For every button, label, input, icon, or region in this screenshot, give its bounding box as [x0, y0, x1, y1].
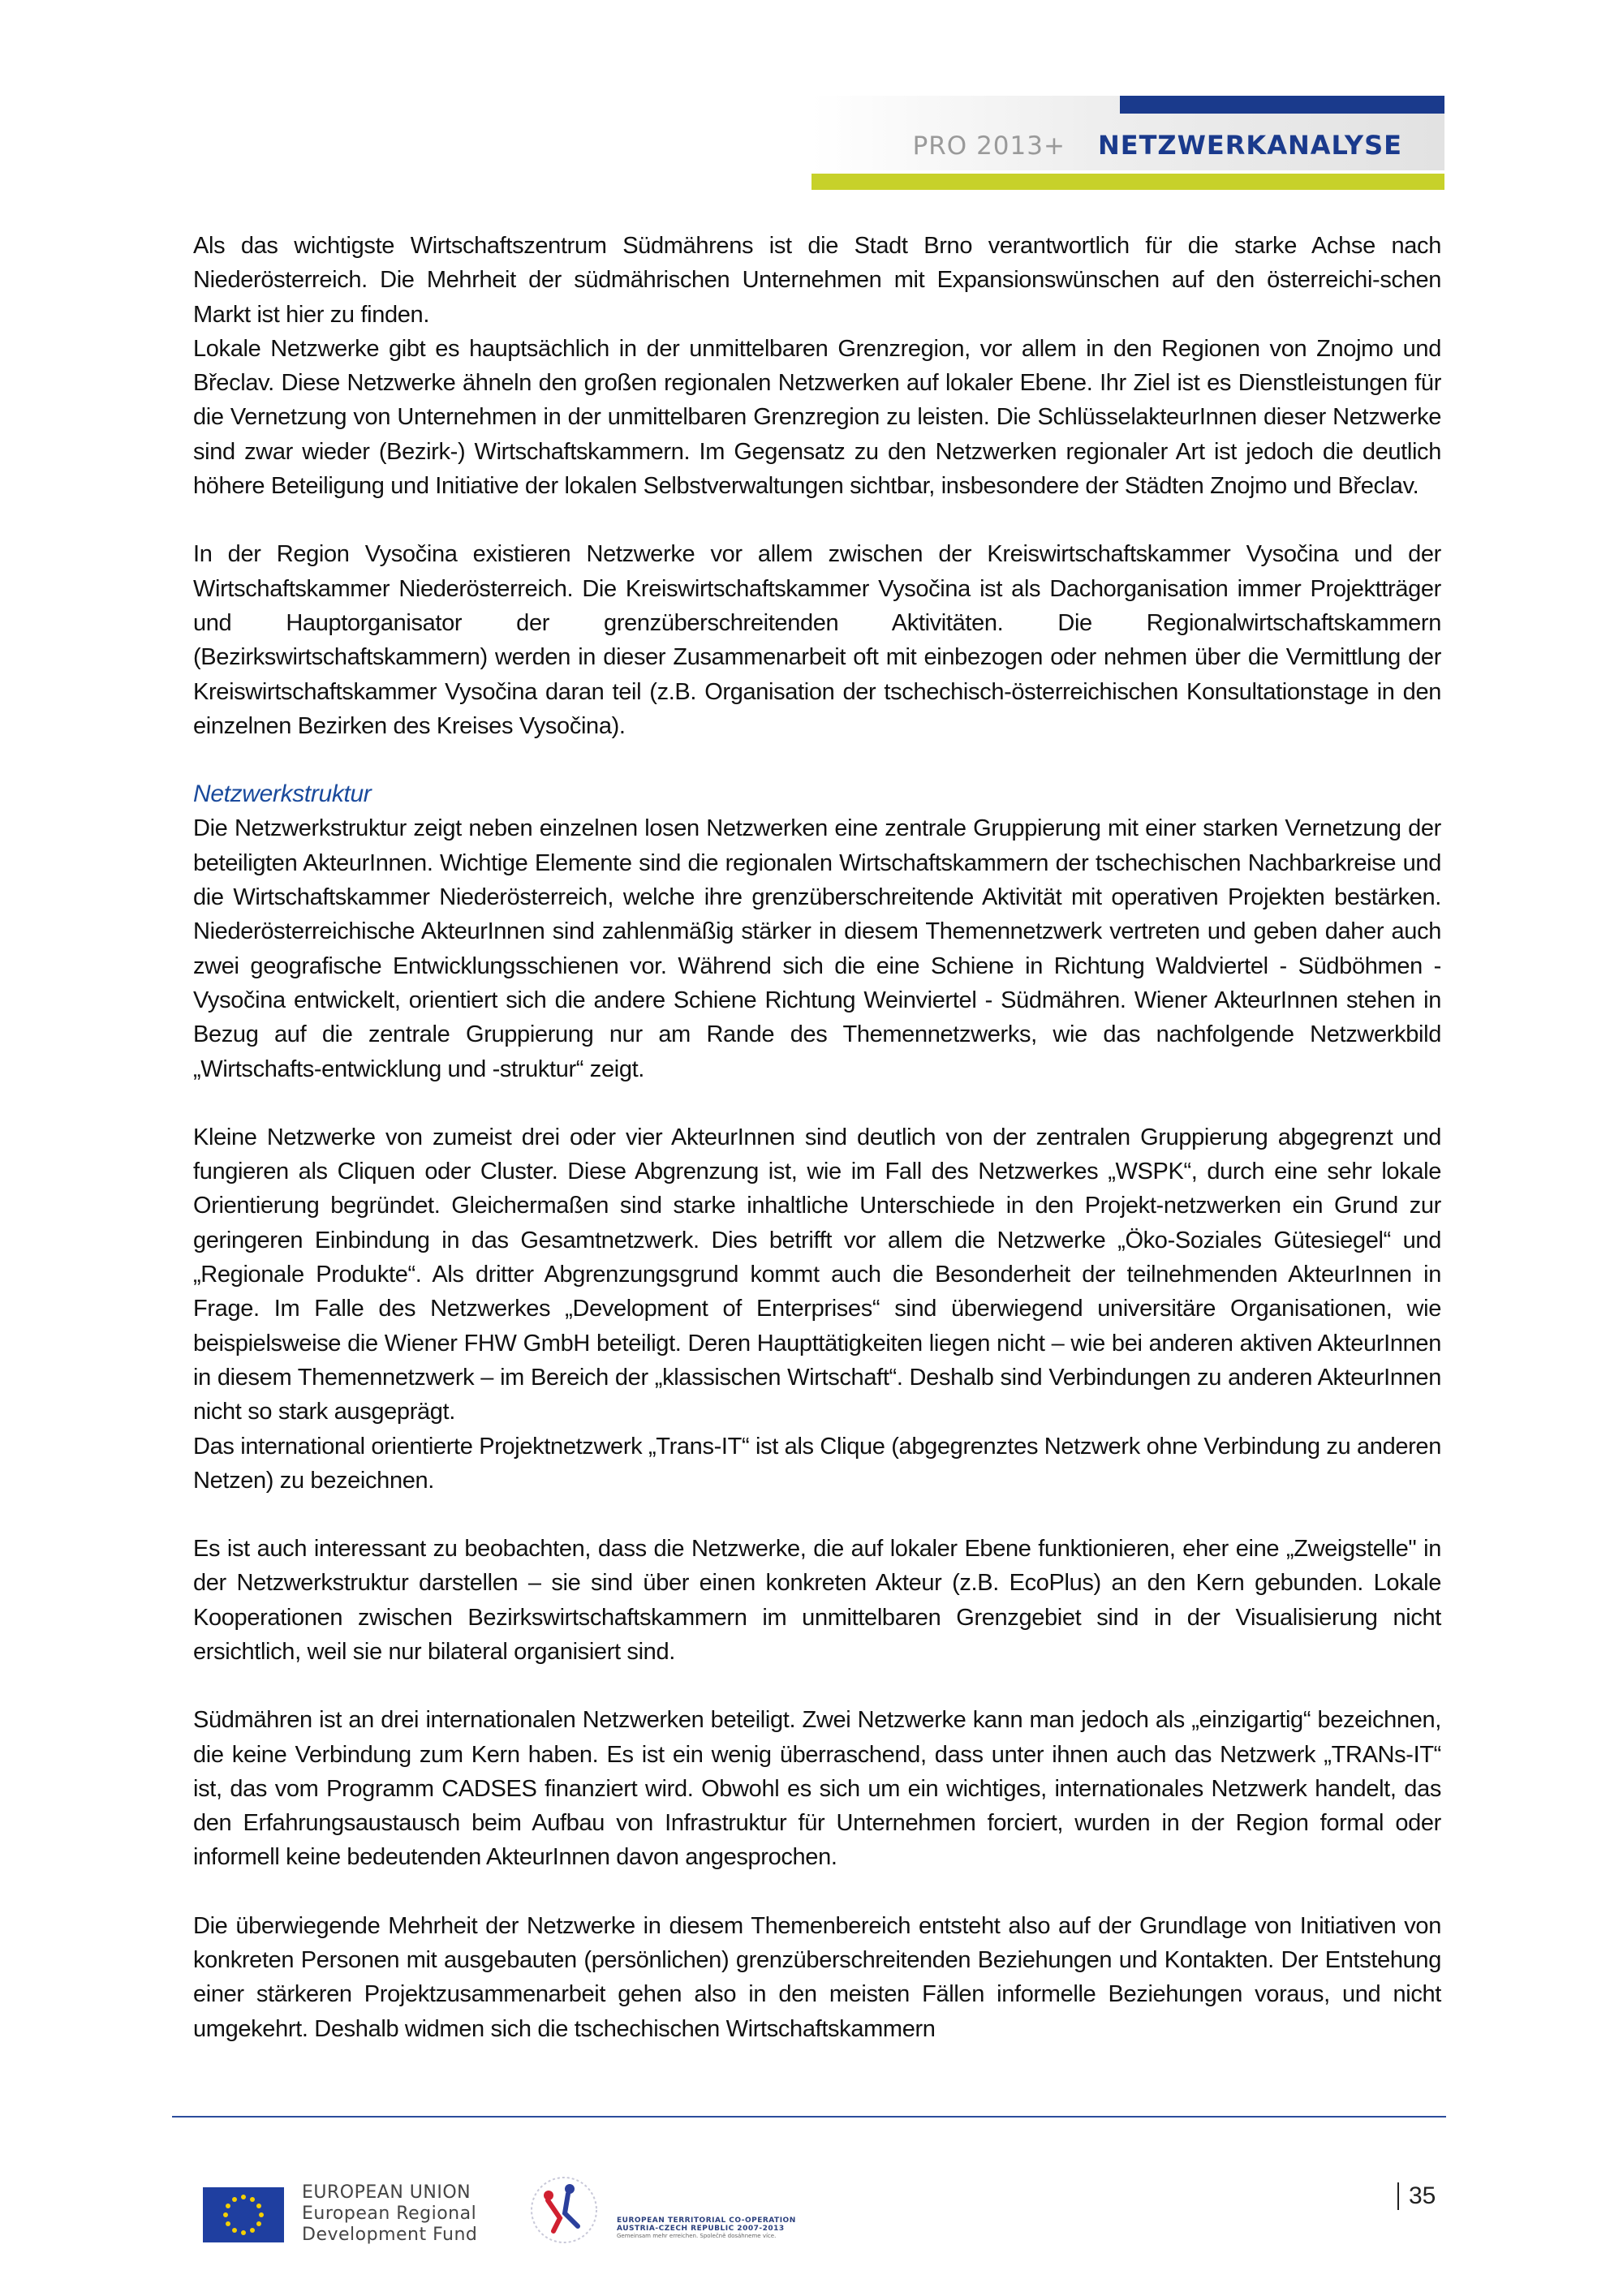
header — [913, 130, 1402, 167]
paragraph-spacer — [193, 1669, 1441, 1703]
paragraph-local-networks: Lokale Netzwerke gibt es hauptsächlich in der unmittelbaren Grenzregion, vor allem in den Regionen von Znojmo und Břeclav. Diese Netzwerke ähneln den großen regionalen Netzwerken auf lokaler Ebene. Ihr Ziel ist es Dienstleistungen für die Vernetzung von Unternehmen in der unmittelbaren Grenzregion zu leisten. Die SchlüsselakteurInnen dieser Netzwerke sind zwar wieder (Bezirk-) Wirtschaftskammern. Im Gegensatz zu den Netzwerken regionaler Art ist jedoch die deutlich höhere Beteiligung und Initiative der lokalen Selbstverwaltungen sichtbar, insbesondere der Städten Znojmo und Břeclav. — [193, 335, 1441, 500]
paragraph-local-level: Es ist auch interessant zu beobachten, dass die Netzwerke, die auf lokaler Ebene funktionieren, eher eine „Zweigstelle" in der Netzwerkstruktur darstellen – sie sind über einen konkreten Akteur (z.B. EcoPlus) an den Kern gebunden. Lokale Kooperationen zwischen Bezirkswirtschaftskammern im unmittelbaren Grenzgebiet sind in der Visualisierung nicht ersichtlich, weil sie nur bilateral organisiert sind. — [193, 1536, 1441, 1665]
paragraph-trans-it: Das international orientierte Projektnetzwerk „Trans-IT“ ist als Clique (abgegrenztes Netzwerk ohne Verbindung zu anderen Netzen) zu bezeichnen. — [193, 1433, 1441, 1494]
cooperation-title: EUROPEAN TERRITORIAL CO-OPERATION — [617, 2216, 796, 2225]
paragraph-spacer — [193, 1875, 1441, 1909]
paragraph-small-networks: Kleine Netzwerke von zumeist drei oder vier AkteurInnen sind deutlich von der zentralen Gruppierung abgegrenzt und fungieren als Cliquen oder Cluster. Diese Abgrenzung ist, wie im Fall des Netzwerkes „WSPK“, durch eine sehr lokale Orientierung begründet. Gleichermaßen sind starke inhaltliche Unterschiede in den Projekt-netzwerken ein Grund zur geringeren Einbindung in das Gesamtnetzwerk. Dies betrifft vor allem die Netzwerke „Öko-Soziales Gütesiegel“ und „Regionale Produkte“. Als dritter Abgrenzungsgrund kommt auch die Besonderheit der teilnehmenden AkteurInnen in Frage. Im Falle des Netzwerkes „Development of Enterprises“ sind überwiegend universitäre Organisationen, wie beispielsweise die Wiener FHW GmbH beteiligt. Deren Haupttätigkeiten liegen nicht – wie bei anderen aktiven AkteurInnen in diesem Themennetzwerk – im Bereich der „klassischen Wirtschaft“. Deshalb sind Verbindungen zu anderen AkteurInnen nicht so stark ausgeprägt. — [193, 1124, 1441, 1425]
paragraph-majority: Die überwiegende Mehrheit der Netzwerke in diesem Themenbereich entsteht also auf der Grundlage von Initiativen von konkreten Personen mit ausgebauten (persönlichen) grenzüberschreitenden Beziehungen und Kontakten. Der Entstehung einer stärkeren Projektzusammenarbeit gehen also in den meisten Fällen informelle Beziehungen voraus, und nicht umgekehrt. Deshalb widmen sich die tschechischen Wirtschaftskammern — [193, 1912, 1441, 2042]
page-body — [193, 229, 1441, 2046]
header-project-label: PRO 2013+ — [912, 131, 1065, 161]
page-number: 35 — [1397, 2182, 1436, 2210]
paragraph-spacer — [193, 1498, 1441, 1532]
eu-fund-line: EUROPEAN UNION — [302, 2182, 471, 2203]
eu-flag-icon — [203, 2187, 284, 2242]
cooperation-label — [617, 2216, 796, 2239]
paragraph-south-moravia: Südmähren ist an drei internationalen Netzwerken beteiligt. Zwei Netzwerke kann man jedoch als „einzigartig“ bezeichnen, die keine Verbindung zum Kern haben. Es ist ein wenig überraschend, dass unter ihnen auch das Netzwerk „TRANs-IT“ ist, das vom Programm CADSES finanziert wird. Obwohl es sich um ein wichtiges, internationales Netzwerk handelt, das den Erfahrungsaustausch beim Aufbau von Infrastruktur für Unternehmen forciert, wurden in der Region formal oder informell keine bedeutenden AkteurInnen davon angesprochen. — [193, 1707, 1441, 1871]
footer-divider — [172, 2116, 1446, 2118]
paragraph-network-structure: Die Netzwerkstruktur zeigt neben einzelnen losen Netzwerken eine zentrale Gruppierung mit einer starken Vernetzung der beteiligten AkteurInnen. Wichtige Elemente sind die regionalen Wirtschaftskammern der tschechischen Nachbarkreise und die Wirtschaftskammer Niederösterreich, welche ihre grenzüberschreitende Aktivität mit operativen Projekten bestärken. Niederösterreichische AkteurInnen sind zahlenmäßig stärker in diesem Themennetzwerk vertreten und geben daher auch zwei geografische Entwicklungsschienen vor. Während sich die eine Schiene in Richtung Waldviertel - Südböhmen - Vysočina entwickelt, orientiert sich die andere Schiene Richtung Weinviertel - Südmähren. Wiener AkteurInnen stehen in Bezug auf die zentrale Gruppierung nur am Rande des Themennetzwerks, wie das nachfolgende Netzwerkbild „Wirtschafts-entwicklung und -struktur“ zeigt. — [193, 815, 1441, 1082]
paragraph-brno: Als das wichtigste Wirtschaftszentrum Südmährens ist die Stadt Brno verantwortlich für die starke Achse nach Niederösterreich. Die Mehrheit der südmährischen Unternehmen mit Expansionswünschen auf den österreichi-schen Markt ist hier zu finden. — [193, 233, 1441, 328]
header-accent-bar — [812, 174, 1444, 190]
cooperation-slogan: Gemeinsam mehr erreichen. Společně dosáhneme více. — [617, 2233, 777, 2239]
header-top-bar — [1120, 96, 1444, 114]
eu-fund-label — [302, 2182, 477, 2246]
paragraph-spacer — [193, 1086, 1441, 1120]
header-title: NETZWERKANALYSE — [1097, 130, 1402, 161]
cooperation-logo-icon — [519, 2168, 609, 2252]
eu-fund-line: Development Fund — [302, 2225, 478, 2245]
paragraph-spacer — [193, 743, 1441, 777]
eu-fund-line: European Regional — [302, 2204, 477, 2224]
cooperation-subtitle: AUSTRIA-CZECH REPUBLIC 2007-2013 — [617, 2225, 785, 2233]
section-heading-netzwerkstruktur: Netzwerkstruktur — [193, 780, 372, 808]
paragraph-vysocina: In der Region Vysočina existieren Netzwerke vor allem zwischen der Kreiswirtschaftskammer Vysočina und der Wirtschaftskammer Niederösterreich. Die Kreiswirtschaftskammer Vysočina ist als Dachorganisation immer Projektträger und Hauptorganisator der grenzüberschreitenden Aktivitäten. Die Regionalwirtschaftskammern (Bezirkswirtschaftskammern) werden in dieser Zusammenarbeit oft mit einbezogen oder nehmen über die Vermittlung der Kreiswirtschaftskammer Vysočina daran teil (z.B. Organisation der tschechisch-österreichischen Konsultationstage in den einzelnen Bezirken des Kreises Vysočina). — [193, 541, 1441, 739]
paragraph-spacer — [193, 503, 1441, 537]
